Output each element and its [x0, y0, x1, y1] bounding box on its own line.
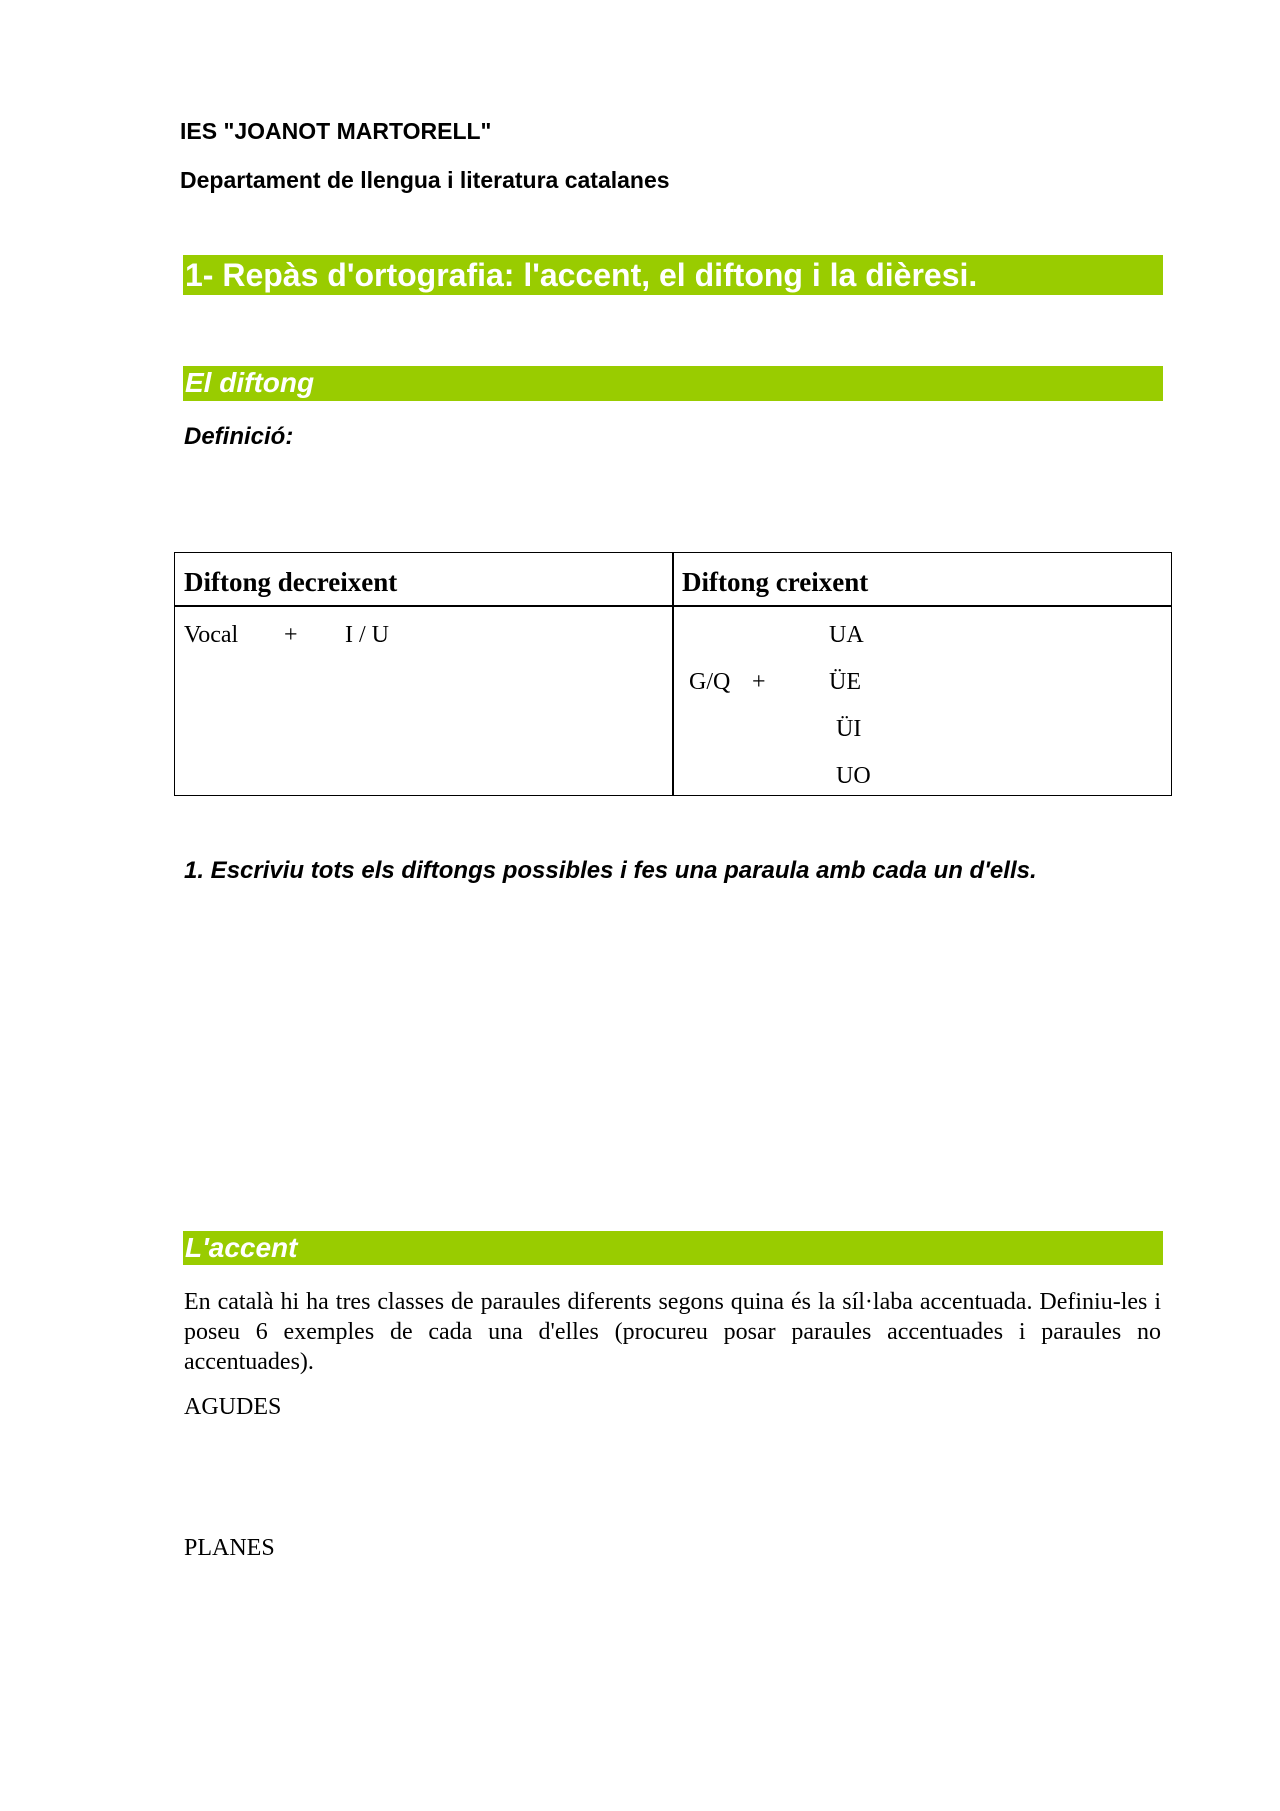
- definition-label: Definició:: [184, 423, 294, 450]
- creixent-item: ÜE: [829, 669, 861, 695]
- creixent-plus: +: [752, 669, 766, 695]
- main-title: 1- Repàs d'ortografia: l'accent, el diftong i la dièresi.: [185, 257, 978, 293]
- table-divider-horizontal: [175, 605, 1171, 607]
- creixent-item: ÜI: [836, 716, 862, 742]
- accent-heading: L'accent: [185, 1232, 298, 1263]
- planes-label: PLANES: [184, 1535, 275, 1561]
- diftong-heading-bar: [183, 366, 1163, 401]
- table-header-creixent: Diftong creixent: [682, 567, 869, 597]
- school-name: IES "JOANOT MARTORELL": [180, 118, 492, 144]
- creixent-prefix: G/Q: [689, 669, 731, 695]
- decreixent-iu: I / U: [345, 622, 389, 648]
- creixent-item: UO: [836, 763, 871, 789]
- table-divider-vertical: [672, 553, 674, 795]
- table-header-decreixent: Diftong decreixent: [184, 567, 398, 597]
- decreixent-vocal: Vocal: [184, 622, 239, 648]
- main-title-bar: [183, 255, 1163, 295]
- decreixent-plus: +: [284, 622, 298, 648]
- diftong-heading: El diftong: [185, 367, 315, 398]
- accent-paragraph: En català hi ha tres classes de paraules diferents segons quina és la síl·laba accentuada. Definiu-les i poseu 6 exemples de cada una d'elles (procureu posar paraules accentuades i paraules no accentuades).: [184, 1289, 1161, 1375]
- exercise-1: 1. Escriviu tots els diftongs possibles i fes una paraula amb cada un d'ells.: [184, 857, 1037, 884]
- department-name: Departament de llengua i literatura catalanes: [180, 167, 670, 193]
- creixent-item: UA: [829, 622, 864, 648]
- diftong-table: [174, 552, 1172, 796]
- accent-heading-bar: [183, 1231, 1163, 1265]
- agudes-label: AGUDES: [184, 1394, 282, 1420]
